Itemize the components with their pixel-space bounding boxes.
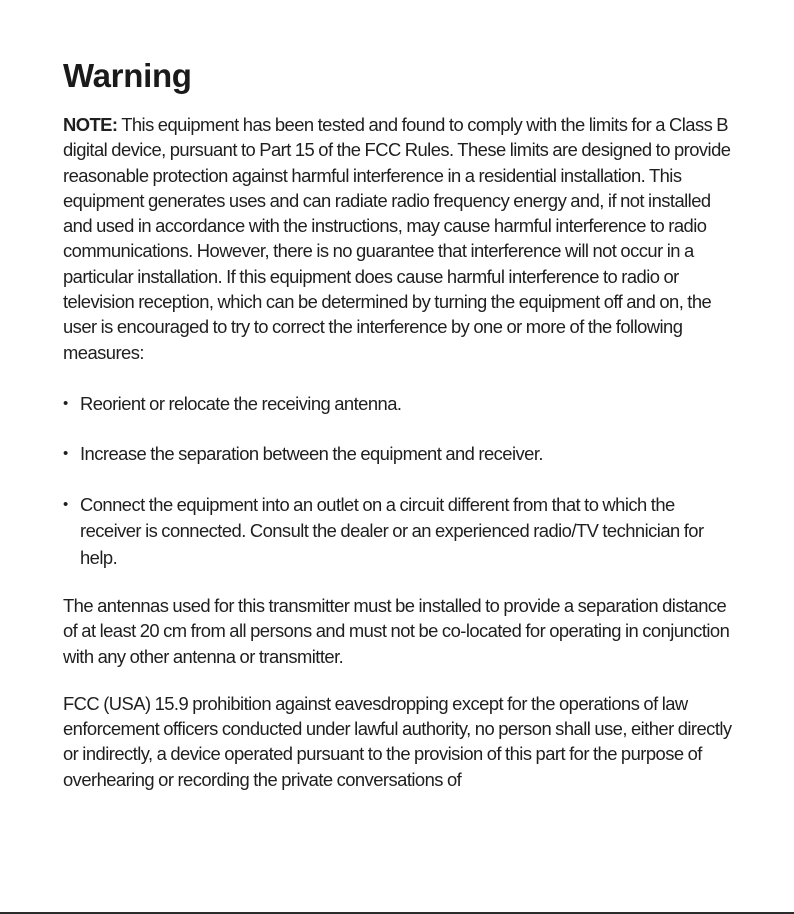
list-item: [63, 441, 738, 467]
bullet-icon: •: [63, 495, 68, 513]
bullet-icon: •: [63, 445, 68, 463]
note-paragraph: [63, 112, 738, 365]
antenna-paragraph: The antennas used for this transmitter must be installed to provide a separation distance of at least 20 cm from all persons and must not be co-located for operating in conjunction with any other antenna or transmitter.: [63, 595, 730, 667]
fcc-paragraph: FCC (USA) 15.9 prohibition against eavesdropping except for the operations of law enforcement officers conducted under lawful authority, no person shall use, either directly or indirectly, a device operated pursuant to the provision of this part for the purpose of overhearing or recording the private conversations of: [63, 692, 732, 790]
list-item-text: Connect the equipment into an outlet on a circuit different from that to which the receiver is connected. Consult the dealer or an experienced radio/TV technician for help.: [80, 493, 704, 568]
note-label: NOTE:: [63, 114, 118, 135]
bullet-icon: •: [63, 394, 68, 412]
note-text: This equipment has been tested and found to comply with the limits for a Class B digital device, pursuant to Part 15 of the FCC Rules. These limits are designed to provide reasonable protection against harmful interference in a residential installation. This equipment generates uses and can radiate radio frequency energy and, if not installed and used in accordance with the instructions, may cause harmful interference to radio communications. However, there is no guarantee that interference will not occur in a particular installation. If this equipment does cause harmful interference to radio or television reception, which can be determined by turning the equipment off and on, the user is encouraged to try to correct the interference by one or more of the following measures:: [63, 114, 731, 363]
list-item-text: Increase the separation between the equipment and receiver.: [80, 443, 543, 465]
list-item: [63, 492, 738, 571]
measures-list: [63, 391, 738, 571]
list-item-text: Reorient or relocate the receiving antenna.: [80, 392, 402, 414]
page-title: Warning: [63, 57, 192, 94]
list-item: [63, 391, 738, 417]
